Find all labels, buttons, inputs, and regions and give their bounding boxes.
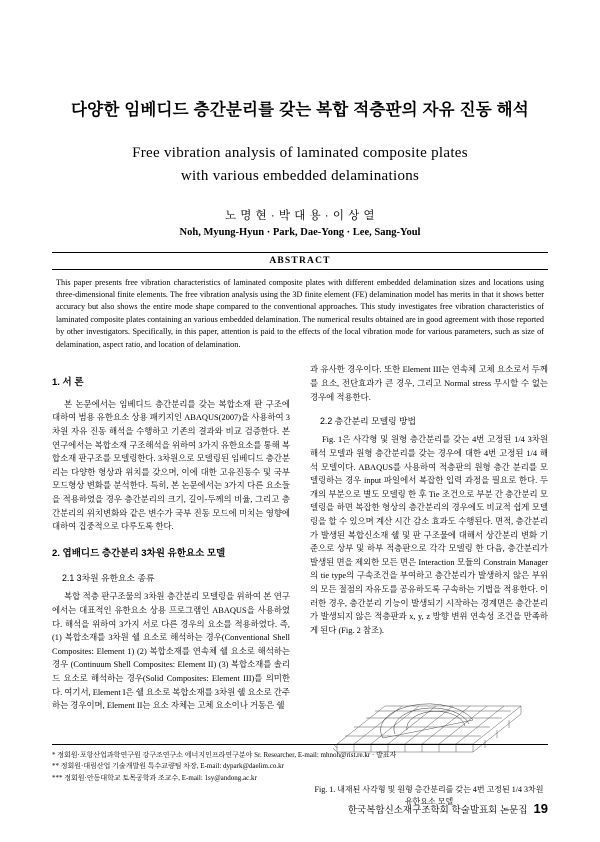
footer-publication: 한국복합신소재구조학회 학술발표회 논문집 [347,805,528,816]
two-column-body [52,363,548,807]
paragraph-element-types: 복합 적층 판구조물의 3차원 층간분리 모델링을 위하여 본 연구에서는 대표적인 유한요소 상용 프로그램인 ABAQUS을 사용하였다. 해석을 위하여 3가지 서로 다른 경우의 요소를 적용하였다. 즉, (1) 복합소재를 3차원 쉘 요소로 해석하는 경우(Conventional Shell Composites: Element 1) (2) 복합소재를 연속체 쉘 요소로 해석하는 경우 (Continuum Shell Composites: Element II) (3) 복합소재를 솔리드 요소로 해석하는 경우(Solid Composites: Element III)를 의미한다. 여기서, Element I은 쉘 요소로 복합소재를 3차원 쉘 요소로 간주하는 경우이며, Element II는 요소 자체는 고체 요소이나 거동은 쉘 [52,592,290,711]
authors-korean: 노 명 현 · 박 대 용 · 이 상 열 [224,209,376,222]
footnote-3: *** 정회원·안동대학교 토목공학과 조교수, E-mail: 1sy@andong.ac.kr [52,773,257,782]
right-column [310,363,548,807]
footnotes [52,744,548,784]
title-english-line-1: Free vibration analysis of laminated composite plates [132,145,468,161]
paragraph-continued: 과 유사한 경우이다. 또한 Element III는 연속체 고체 요소로서 두께를 요소, 전단효과가 큰 경우, 그리고 Normal stress 무시할 수 없는 경우에 적용한다. [310,365,548,402]
paragraph-intro: 본 논문에서는 임베디드 층간분리를 갖는 복합소재 판 구조에 대하여 범용 유한요소 상용 패키지인 ABAQUS(2007)을 사용하여 3차원 자유 진동 해석을 수행하고 기존의 결과와 비교 검증한다. 본 연구에서는 복합소재 구조해석을 위하여 3가지 유한요소를 통해 복합소재 판구조를 모델링한다. 3차원으로 모델링된 임베디드 층간분리는 다양한 형상과 위치를 갖으며, 이에 대한 고유진동수 및 국부 모드형상 변화를 분석한다. 특히, 본 논문에서는 3가지 다른 요소들을 적용하였을 경우 층간분리의 크기, 길이-두께의 비율, 그리고 층간분리의 위치변화와 같은 변수가 국부 진동 모드에 미치는 영향에 대하여 집중적으로 다루도록 한다. [52,399,290,532]
footnote-2: ** 정회원·대림산업 기술개발원 특수교량팀 차장, E-mail: dypark@daelim.co.kr [52,762,284,771]
page-number: 19 [533,801,548,816]
page-title-english [52,142,548,189]
section-heading-1: 1. 서 론 [52,377,84,389]
authors-english: Noh, Myung-Hyun · Park, Dae-Yong · Lee, Sang-Youl [179,226,421,238]
abstract-text: This paper presents free vibration characteristics of laminated composite plates with different embedded delamination sizes and locations using three-dimensional finite elements. The free vibration analysis using the 3D finite element (FE) delamination model has merits in that it shows better accuracy but also shows the entire mode shape compared to the conventional approaches. This study investigates free vibration characteristics of laminated composite plates containing an various embedded delamination. The numerical results obtained are in good agreement with those reported by other investigators. Specifically, in this paper, attention is paid to the effects of the local vibration mode for various parameters, such as size of delamination, aspect ratio, and location of delamination. [56,277,544,349]
page-title-korean: 다양한 임베디드 층간분리를 갖는 복합 적층판의 자유 진동 해석 [71,101,529,119]
subsection-heading-2-2: 2.2 층간분리 모델링 방법 [320,416,417,427]
page-footer [348,801,548,816]
title-english-line-2: with various embedded delaminations [180,168,420,185]
figure-1-caption: Fig. 1. 내재된 사각형 및 원형 층간분리를 갖는 4번 고정된 1/4 3차원 유한요소 모델 [314,784,544,806]
section-heading-2: 2. 엽배디드 층간분리 3차원 유한요소 모델 [52,547,226,559]
abstract-heading: ABSTRACT [269,255,331,266]
paragraph-modeling-method: Fig. 1은 사각형 및 원형 층간분리를 갖는 4번 고정된 1/4 3차원 해석 모델과 원형 층간분리를 갖는 경우에 대한 4번 고정된 1/4 해석 모델이다. ABAQUS를 사용하여 적층판의 원형 층간 분리를 모델링하는 경우 input 파일에서 복잡한 입력 과정을 필요로 한다. 두 개의 부분으로 별도 모델링 한 후 Tie 조건으로 부분 간 층간분리 모델링을 하면 복잡한 형상의 층간분리의 경우에도 비교적 쉽게 모델링을 할 수 있으며 계산 시간 감소 효과도 수행된다. 면적, 층간분리가 발생된 복합신소재 쉘 및 판 구조물에 대해서 상간분리 변화 기준으로 상부 및 하부 적층판으로 각각 모델링 한 다음, 층간분리가 발생된 면을 제외한 모든 면은 Interaction 모듈의 Constrain Manager의 tie type의 구속조건을 부여하고 층간분리가 발생하지 않은 부위의 모든 절점의 자유도를 공유하도록 구속하는 기법을 적용한다. 이러한 경우, 층간분리 기능이 발생되기 시작하는 경계면은 층간분리가 발생되지 않은 적층판과 x, y, z 방향 변위 연속성 조건을 만족하게 된다 (Fig. 2 참조). [310,435,548,635]
footnote-1: * 정회원·포항산업과학연구원 강구조연구소 에너지인프라연구분야 Sr. Researcher, E-mail: mhnoh@rist.re.kr · 발표자 [52,751,397,760]
subsection-heading-2-1: 2.1 3차원 유한요소 종류 [62,573,155,584]
left-column [52,363,290,807]
